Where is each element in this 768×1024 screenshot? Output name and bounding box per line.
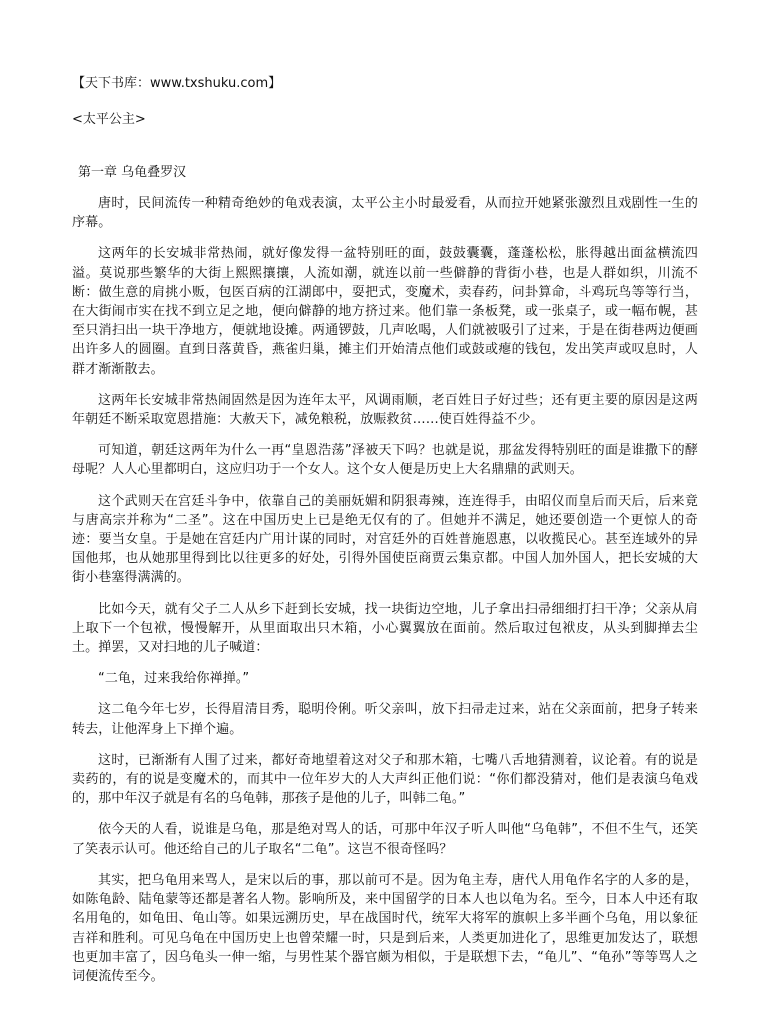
paragraph: 可知道，朝廷这两年为什么一再“皇恩浩荡”泽被天下吗？也就是说，那盆发得特别旺的面是谁撒下的酵母呢？人人心里都明白，这应归功于一个女人。这个女人便是历史上大名鼎鼎的武则天。 — [72, 443, 698, 478]
paragraph: 这个武则天在宫廷斗争中，依靠自己的美丽妩媚和阴狠毒辣，连连得手，由昭仪而皇后而天后，后来竟与唐高宗并称为“二圣”。这在中国历史上已是绝无仅有的了。但她并不满足，她还要创造一个更惊人的奇迹：要当女皇。于是她在宫廷内广用计谋的同时，对宫廷外的百姓普施恩惠，以收揽民心。甚至连域外的异国他邦，也从她那里得到比以往更多的好处，引得外国使臣商贾云集京都。中国人加外国人，把长安城的大街小巷塞得满满的。 — [72, 493, 698, 586]
source-line: 【天下书库：www.txshuku.com】 — [72, 76, 282, 91]
paragraph: 这时，已渐渐有人围了过来，都好奇地望着这对父子和那木箱，七嘴八舌地猜测着，议论着。有的说是卖药的，有的说是变魔术的，而其中一位年岁大的人大声纠正他们说：“你们都没猜对，他们是表演乌龟戏的，那中年汉子就是有名的乌龟韩，那孩子是他的儿子，叫韩二龟。” — [72, 752, 698, 807]
paragraph: 这两年长安城非常热闹固然是因为连年太平，风调雨顺，老百姓日子好过些；还有更主要的原因是这两年朝廷不断采取宽恩措施：大赦天下，减免粮税，放赈救贫……使百姓得益不少。 — [72, 392, 698, 428]
book-title: <太平公主> — [72, 112, 146, 127]
dialogue-line: “二龟，过来我给你禅掸。” — [98, 671, 250, 687]
paragraph: 其实，把乌龟用来骂人，是宋以后的事，那以前可不是。因为龟主寿，唐代人用龟作名字的人多的是，如陈龟龄、陆龟蒙等还都是著名人物。影响所及，来中国留学的日本人也以龟为名。至今，日本人中还有取名用龟的，如龟田、龟山等。如果远溯历史，早在战国时代，统军大将军的旗帜上多半画个乌龟，用以象征吉祥和胜利。可见乌龟在中国历史上也曾荣耀一时，只是到后来，人类更加进化了，思维更加发达了，联想也更加丰富了，因乌龟头一伸一缩，与男性某个器官颇为相似，于是联想下去，“龟儿”、“龟孙”等等骂人之词便流传至今。 — [72, 872, 698, 984]
paragraph: 这两年的长安城非常热闹，就好像发得一盆特别旺的面，鼓鼓囊囊，蓬蓬松松，胀得越出面盆横流四溢。莫说那些繁华的大街上熙熙攘攘，人流如潮，就连以前一些僻静的背街小巷，也是人群如织，川流不断：做生意的肩挑小贩，包医百病的江湖郎中，耍把式，变魔术，卖春药，问卦算命，斗鸡玩鸟等等行当，在大街闹市实在找不到立足之地，便向僻静的地方挤过来。他们靠一条板凳，或一张桌子，或一幅布幌，甚至只消扫出一块干净地方，便就地设摊。两通锣鼓，几声吆喝，人们就被吸引了过来，于是在街巷两边便画出许多人的圆圈。直到日落黄昏，燕雀归巢，摊主们开始清点他们或鼓或瘪的钱包，发出笑声或叹息时，人群才渐渐散去。 — [72, 246, 698, 377]
paragraph: 依今天的人看，说谁是乌龟，那是绝对骂人的话，可那中年汉子听人叫他“乌龟韩”，不但不生气，还笑了笑表示认可。他还给自己的儿子取名“二龟”。这岂不很奇怪吗？ — [72, 822, 698, 857]
paragraph: 比如今天，就有父子二人从乡下赶到长安城，找一块街边空地，儿子拿出扫帚细细打扫干净；父亲从肩上取下一个包袱，慢慢解开，从里面取出只木箱，小心翼翼放在面前。然后取过包袱皮，从头到脚掸去尘土。掸罢，又对扫地的儿子喊道： — [72, 601, 698, 656]
document-page — [72, 74, 698, 998]
paragraph: 这二龟今年七岁，长得眉清目秀，聪明伶俐。听父亲叫，放下扫帚走过来，站在父亲面前，把身子转来转去，让他浑身上下掸个遍。 — [72, 702, 698, 737]
paragraph: 唐时，民间流传一种精奇绝妙的龟戏表演，太平公主小时最爱看，从而拉开她紧张激烈且戏剧性一生的序幕。 — [72, 196, 698, 231]
chapter-title: 第一章 乌龟叠罗汉 — [78, 165, 187, 180]
